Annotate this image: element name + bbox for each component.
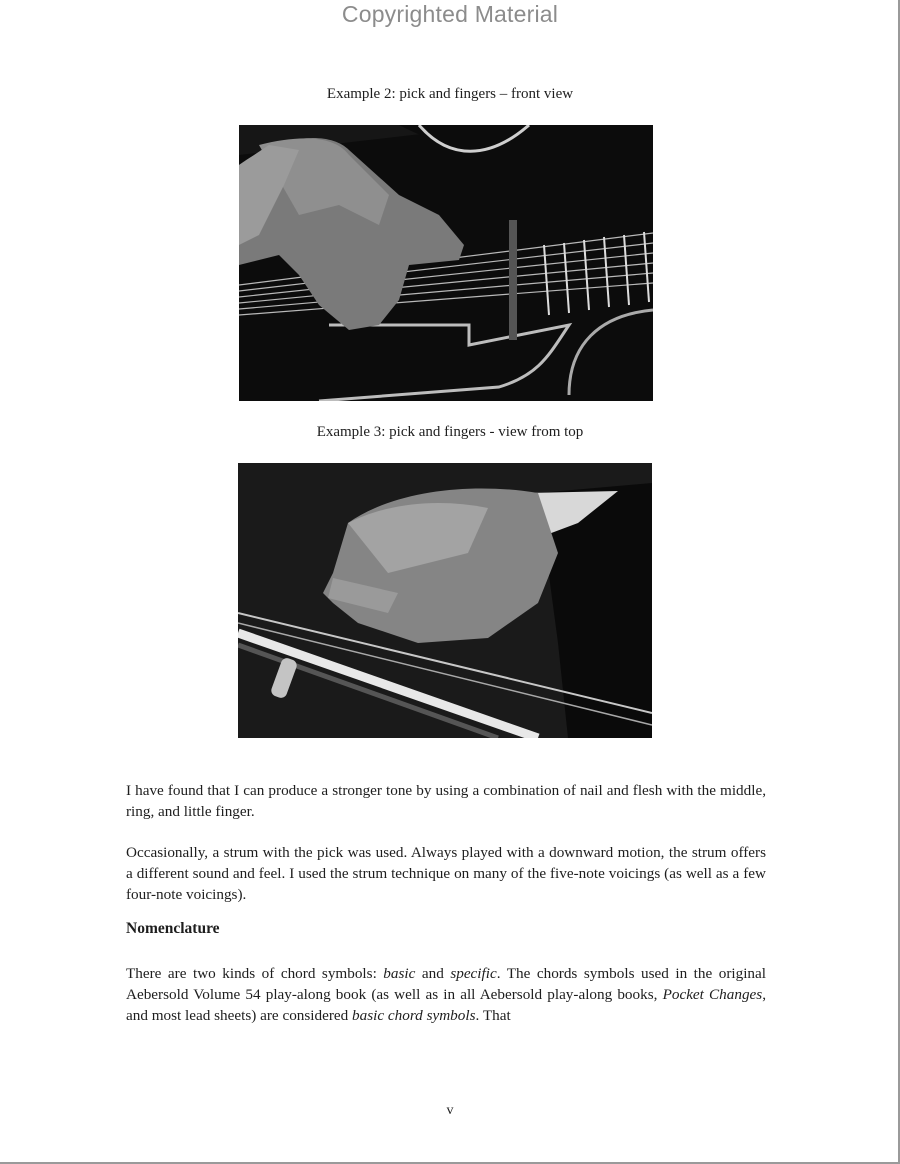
- text-run: . That: [475, 1007, 511, 1024]
- emphasis-pocket-changes: Pocket Changes: [662, 986, 763, 1003]
- figure-caption-example-2: Example 2: pick and fingers – front view: [326, 86, 574, 102]
- text-run: , and most lead sheets) are considered: [126, 986, 766, 1024]
- text-run: There are two kinds of chord symbols:: [126, 965, 384, 982]
- figure-caption-example-3: Example 3: pick and fingers - view from top: [316, 424, 584, 440]
- photo-example-2: [239, 125, 653, 401]
- section-heading-nomenclature: Nomenclature: [126, 920, 220, 937]
- paragraph-strum: Occasionally, a strum with the pick was used. Always played with a downward motion, the strum offers a different sound and feel. I used the strum technique on many of the five-note voicings (as well as a few four-note voicings).: [126, 844, 766, 903]
- emphasis-specific: specific: [450, 965, 497, 982]
- emphasis-basic: basic: [383, 965, 416, 982]
- text-run: and: [415, 965, 451, 982]
- paragraph-nail-flesh: I have found that I can produce a stronger tone by using a combination of nail and flesh with the middle, ring, and little finger.: [126, 782, 766, 820]
- paragraph-chord-symbols: [126, 963, 766, 1026]
- text-run: . The chords symbols used in the original Aebersold Volume 54 play-along book (as well as in all Aebersold play-along books,: [126, 965, 766, 1003]
- page-number: v: [446, 1103, 454, 1118]
- copyright-watermark: Copyrighted Material: [341, 1, 559, 27]
- emphasis-basic-chord-symbols: basic chord symbols: [352, 1007, 476, 1024]
- photo-example-3: [238, 463, 652, 738]
